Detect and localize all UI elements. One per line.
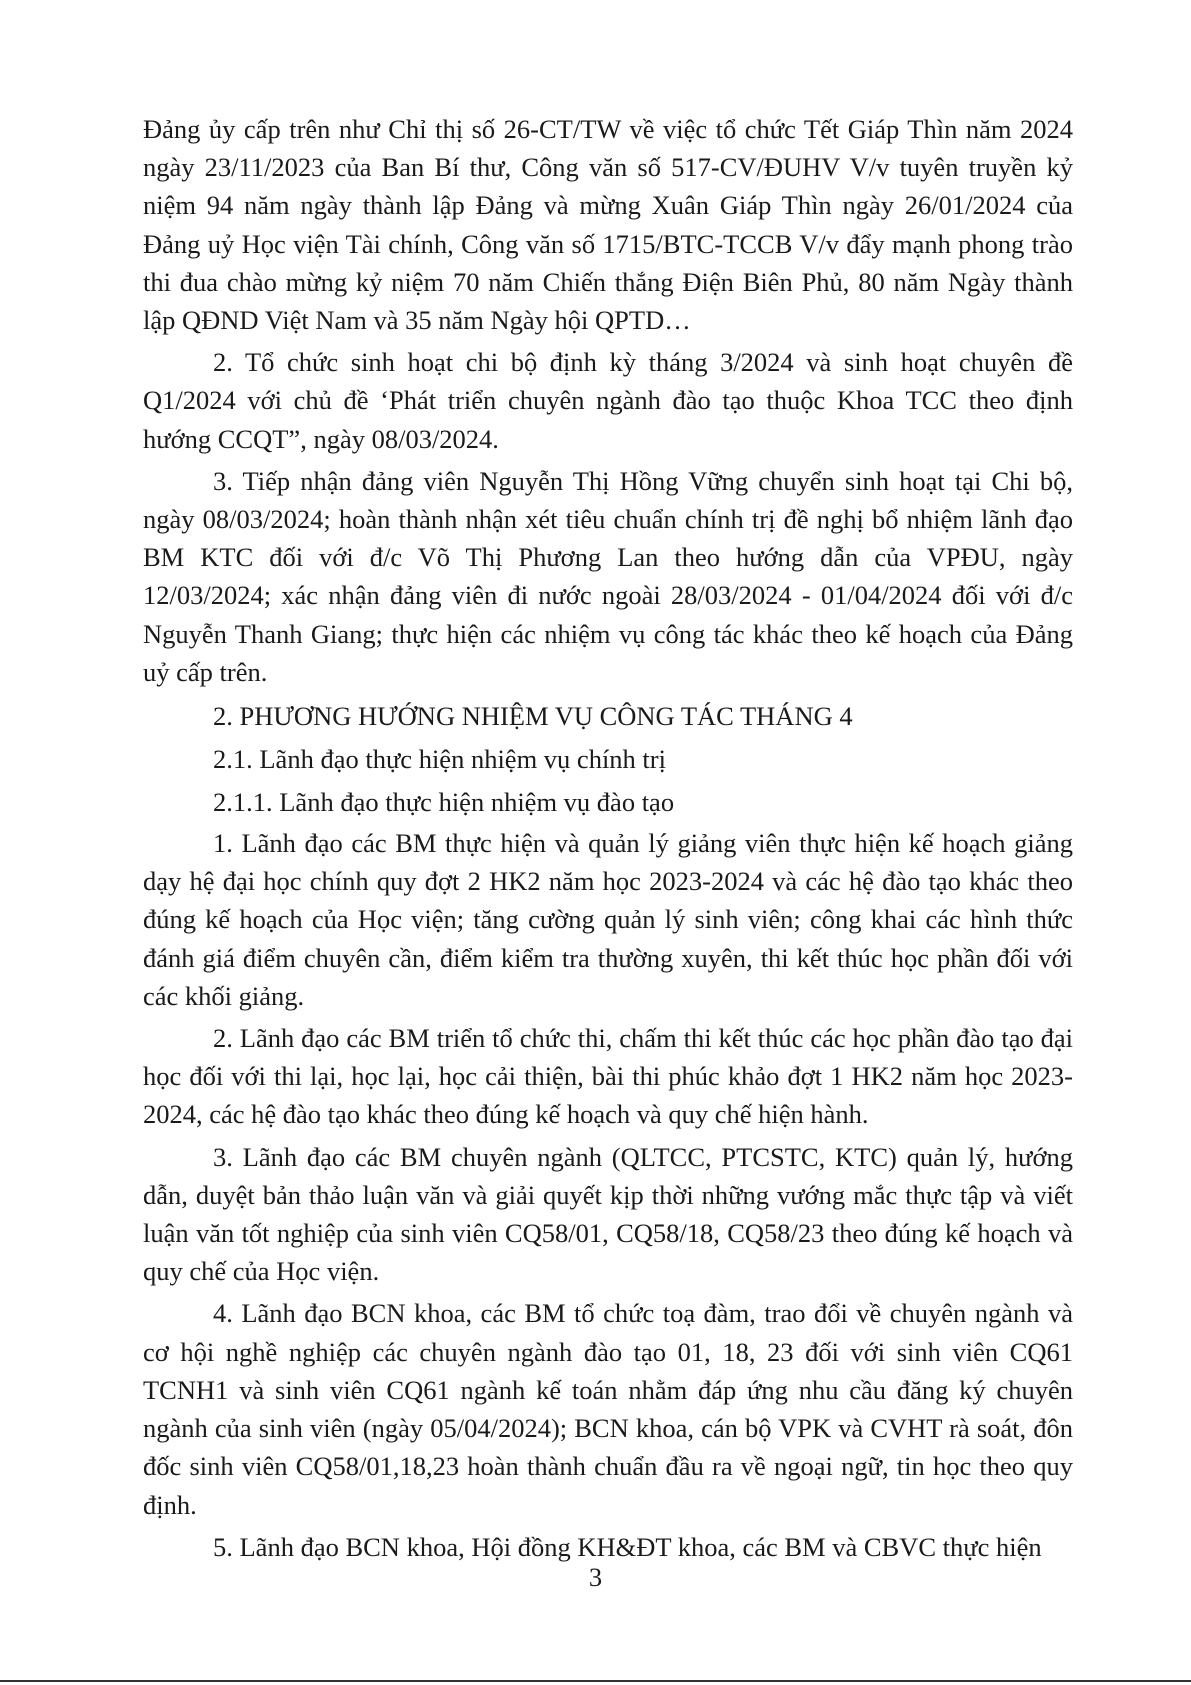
paragraph-training-item-2: 2. Lãnh đạo các BM triển tổ chức thi, chấm thi kết thúc các học phần đào tạo đại học đối với thi lại, học lại, học cải thiện, bài thi phúc khảo đợt 1 HK2 năm học 2023-2024, các hệ đào tạo khác theo đúng kế hoạch và quy chế hiện hành. bbox=[143, 1023, 1073, 1130]
paragraph-training-item-5: 5. Lãnh đạo BCN khoa, Hội đồng KH&ĐT khoa, các BM và CBVC thực hiện bbox=[213, 1531, 1042, 1562]
footer-divider bbox=[0, 1680, 1191, 1682]
section-heading-2-1-1: 2.1.1. Lãnh đạo thực hiện nhiệm vụ đào tạo bbox=[213, 787, 675, 818]
paragraph-training-item-4: 4. Lãnh đạo BCN khoa, các BM tổ chức toạ đàm, trao đổi về chuyên ngành và cơ hội nghề nghiệp các chuyên ngành đào tạo 01, 18, 23 đối với sinh viên CQ61 TCNH1 và sinh viên CQ61 ngành kế toán nhằm đáp ứng nhu cầu đăng ký chuyên ngành của sinh viên (ngày 05/04/2024); BCN khoa, cán bộ VPK và CVHT rà soát, đôn đốc sinh viên CQ58/01,18,23 hoàn thành chuẩn đầu ra về ngoại ngữ, tin học theo quy định. bbox=[143, 1298, 1073, 1520]
paragraph-continuation: Đảng ủy cấp trên như Chỉ thị số 26-CT/TW về việc tổ chức Tết Giáp Thìn năm 2024 ngày 23/11/2023 của Ban Bí thư, Công văn số 517-CV/ĐUHV V/v tuyên truyền kỷ niệm 94 năm ngày thành lập Đảng và mừng Xuân Giáp Thìn ngày 26/01/2024 của Đảng uỷ Học viện Tài chính, Công văn số 1715/BTC-TCCB V/v đẩy mạnh phong trào thi đua chào mừng kỷ niệm 70 năm Chiến thắng Điện Biên Phủ, 80 năm Ngày thành lập QĐND Việt Nam và 35 năm Ngày hội QPTD… bbox=[143, 114, 1073, 336]
document-page bbox=[143, 110, 1073, 1566]
paragraph-item-3-party-member: 3. Tiếp nhận đảng viên Nguyễn Thị Hồng Vững chuyển sinh hoạt tại Chi bộ, ngày 08/03/2024; hoàn thành nhận xét tiêu chuẩn chính trị đề nghị bổ nhiệm lãnh đạo BM KTC đối với đ/c Võ Thị Phương Lan theo hướng dẫn của VPĐU, ngày 12/03/2024; xác nhận đảng viên đi nước ngoài 28/03/2024 - 01/04/2024 đối với đ/c Nguyễn Thanh Giang; thực hiện các nhiệm vụ công tác khác theo kế hoạch của Đảng uỷ cấp trên. bbox=[143, 465, 1073, 687]
section-heading-2: 2. PHƯƠNG HƯỚNG NHIỆM VỤ CÔNG TÁC THÁNG 4 bbox=[213, 701, 853, 732]
paragraph-training-item-3: 3. Lãnh đạo các BM chuyên ngành (QLTCC, PTCSTC, KTC) quản lý, hướng dẫn, duyệt bản thảo luận văn và giải quyết kịp thời những vướng mắc thực tập và viết luận văn tốt nghiệp của sinh viên CQ58/01, CQ58/18, CQ58/23 theo đúng kế hoạch và quy chế của Học viện. bbox=[143, 1141, 1073, 1287]
section-heading-2-1: 2.1. Lãnh đạo thực hiện nhiệm vụ chính trị bbox=[213, 744, 666, 775]
paragraph-item-2-monthly-meeting: 2. Tổ chức sinh hoạt chi bộ định kỳ tháng 3/2024 và sinh hoạt chuyên đề Q1/2024 với chủ đề ‘Phát triển chuyên ngành đào tạo thuộc Khoa TCC theo định hướng CCQT”, ngày 08/03/2024. bbox=[143, 347, 1073, 454]
page-number: 3 bbox=[588, 1562, 603, 1592]
paragraph-training-item-1: 1. Lãnh đạo các BM thực hiện và quản lý giảng viên thực hiện kế hoạch giảng dạy hệ đại học chính quy đợt 2 HK2 năm học 2023-2024 và các hệ đào tạo khác theo đúng kế hoạch của Học viện; tăng cường quản lý sinh viên; công khai các hình thức đánh giá điểm chuyên cần, điểm kiểm tra thường xuyên, thi kết thúc học phần đối với các khối giảng. bbox=[143, 828, 1073, 1011]
